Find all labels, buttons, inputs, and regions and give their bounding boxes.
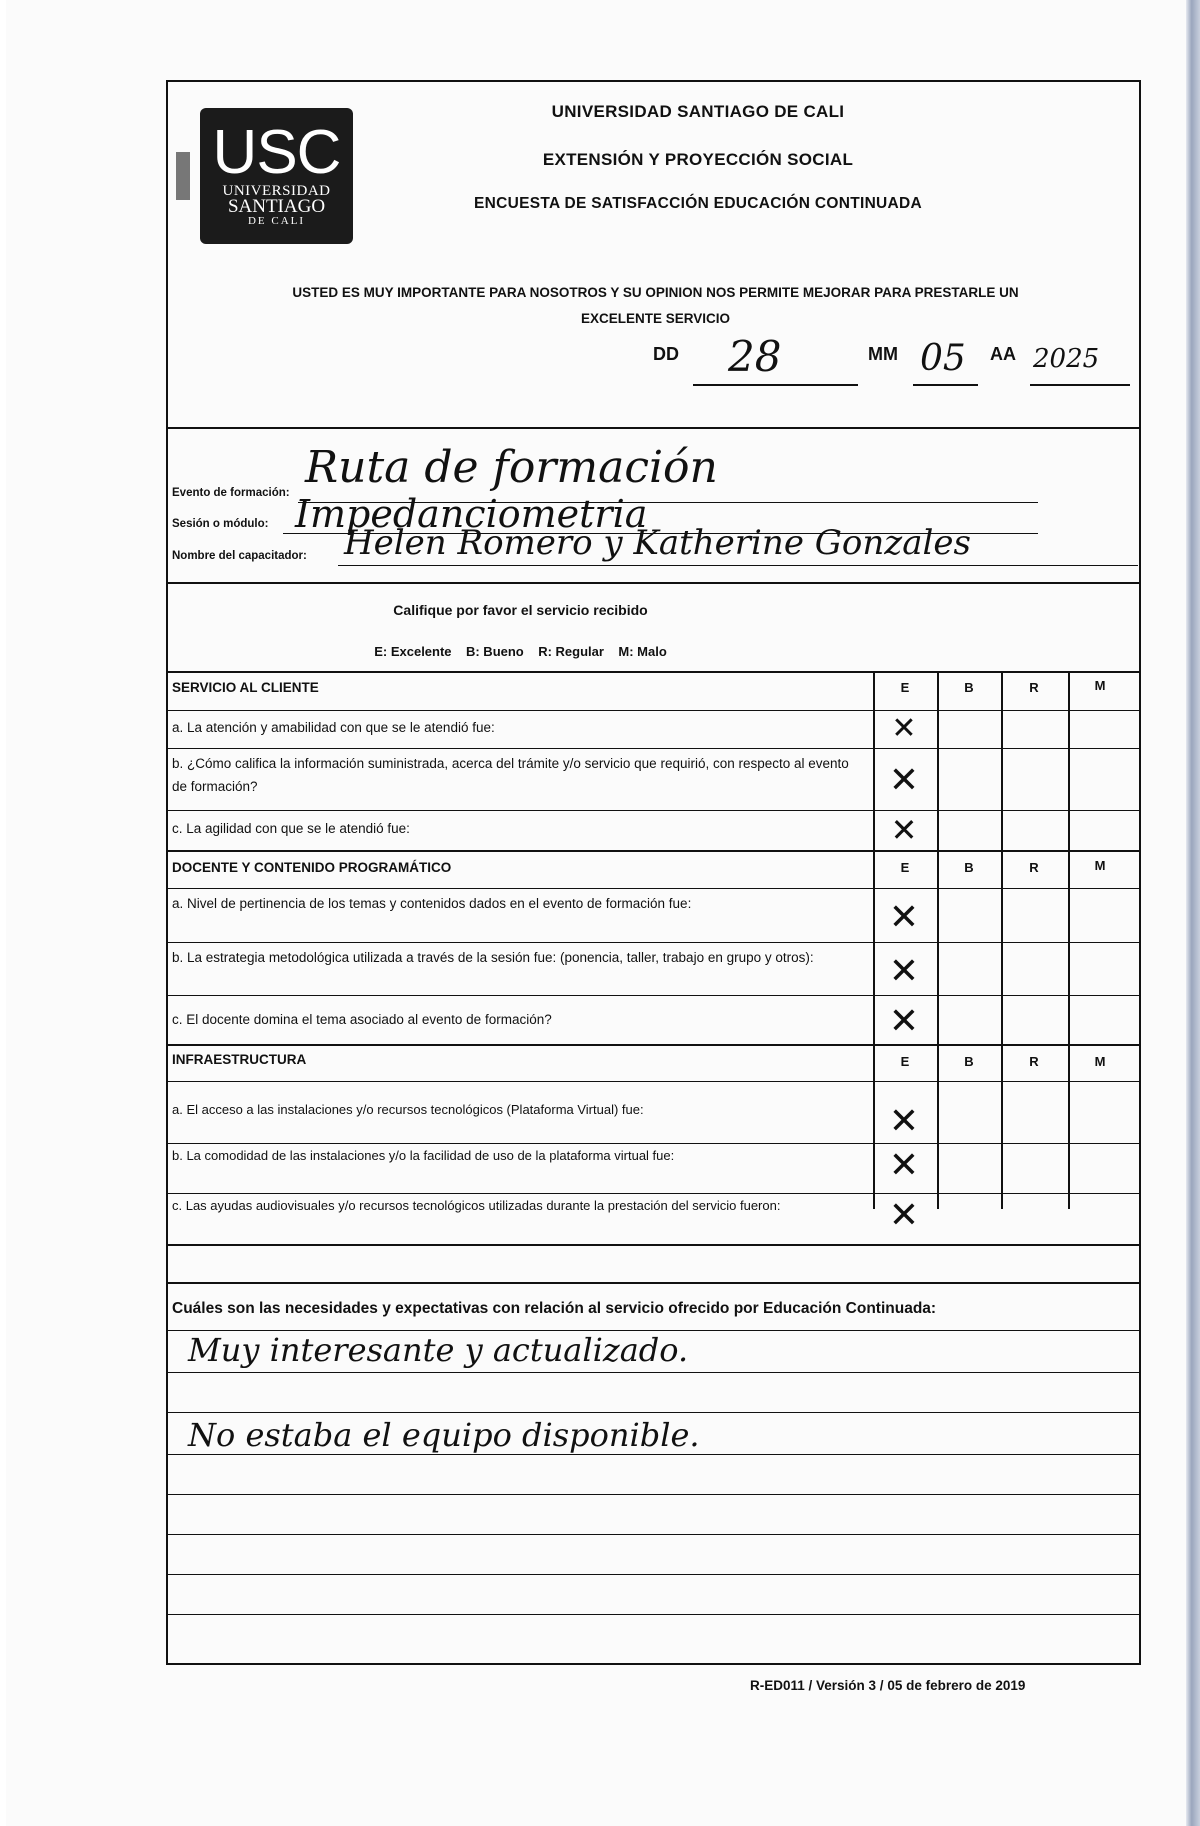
column-header-m: M bbox=[1094, 1054, 1106, 1069]
needs-answer-line1[interactable]: Muy interesante y actualizado. bbox=[188, 1331, 689, 1369]
department-name: EXTENSIÓN Y PROYECCIÓN SOCIAL bbox=[542, 150, 854, 169]
section-title: SERVICIO AL CLIENTE bbox=[172, 680, 319, 695]
usc-logo: USC UNIVERSIDAD SANTIAGO DE CALI bbox=[200, 108, 353, 244]
column-header-b: B bbox=[964, 1054, 974, 1069]
session-value[interactable]: Impedanciometria bbox=[295, 492, 648, 536]
answer-mark[interactable]: ✕ bbox=[888, 951, 920, 992]
question-text: a. El acceso a las instalaciones y/o recursos tecnológicos (Plataforma Virtual) fue: bbox=[172, 1102, 644, 1117]
question-text: a. La atención y amabilidad con que se le atendió fue: bbox=[172, 720, 495, 735]
needs-answer-line2[interactable]: No estaba el equipo disponible. bbox=[188, 1416, 700, 1454]
column-header-e: E bbox=[900, 860, 910, 875]
session-label: Sesión o módulo: bbox=[172, 518, 269, 530]
question-text: a. Nivel de pertinencia de los temas y contenidos dados en el evento de formación fue: bbox=[172, 896, 692, 911]
column-header-b: B bbox=[964, 680, 974, 695]
trainer-label: Nombre del capacitador: bbox=[172, 550, 307, 562]
dd-value[interactable]: 28 bbox=[728, 332, 782, 381]
column-header-r: R bbox=[1029, 1054, 1039, 1069]
vigilada-stamp bbox=[176, 152, 190, 200]
answer-mark[interactable]: ✕ bbox=[888, 1195, 920, 1236]
column-header-m: M bbox=[1094, 678, 1106, 693]
question-text: c. El docente domina el tema asociado al evento de formación? bbox=[172, 1012, 552, 1027]
question-text: c. Las ayudas audiovisuales y/o recursos tecnológicos utilizadas durante la prestación del servicio fueron: bbox=[172, 1198, 781, 1213]
question-text: b. La comodidad de las instalaciones y/o la facilidad de uso de la plataforma virtual fue: bbox=[172, 1148, 675, 1163]
event-label: Evento de formación: bbox=[172, 487, 290, 499]
survey-title: ENCUESTA DE SATISFACCIÓN EDUCACIÓN CONTINUADA bbox=[473, 195, 923, 212]
aa-label: AA bbox=[990, 344, 1016, 364]
question-text: b. La estrategia metodológica utilizada a través de la sesión fue: (ponencia, taller, trabajo en grupo y otros): bbox=[172, 950, 814, 965]
column-header-m: M bbox=[1094, 858, 1106, 873]
answer-mark[interactable]: ✕ bbox=[890, 811, 918, 849]
mm-value[interactable]: 05 bbox=[920, 338, 966, 379]
survey-form bbox=[166, 80, 1141, 1665]
needs-question: Cuáles son las necesidades y expectativas con relación al servicio ofrecido por Educación Continuada: bbox=[172, 1300, 937, 1317]
column-header-b: B bbox=[964, 860, 974, 875]
answer-mark[interactable]: ✕ bbox=[891, 711, 917, 746]
column-header-r: R bbox=[1029, 860, 1039, 875]
question-text: c. La agilidad con que se le atendió fue: bbox=[172, 821, 410, 836]
answer-mark[interactable]: ✕ bbox=[888, 1101, 920, 1142]
form-code-footer: R-ED011 / Versión 3 / 05 de febrero de 2019 bbox=[750, 1678, 1026, 1693]
rating-legend: E: Excelente B: Bueno R: Regular M: Malo bbox=[374, 644, 667, 659]
intro-text: USTED ES MUY IMPORTANTE PARA NOSOTROS Y SU OPINION NOS PERMITE MEJORAR PARA PRESTARLE UN EXCELENTE SERVICIO bbox=[292, 285, 1019, 326]
column-header-e: E bbox=[900, 680, 910, 695]
answer-mark[interactable]: ✕ bbox=[888, 1001, 920, 1042]
university-name: UNIVERSIDAD SANTIAGO DE CALI bbox=[551, 102, 845, 121]
aa-value[interactable]: 2025 bbox=[1033, 344, 1100, 374]
page-edge-shadow bbox=[1186, 0, 1200, 1826]
mm-label: MM bbox=[868, 344, 898, 364]
trainer-value[interactable]: Helen Romero y Katherine Gonzales bbox=[344, 523, 971, 563]
answer-mark[interactable]: ✕ bbox=[888, 1145, 920, 1186]
answer-mark[interactable]: ✕ bbox=[888, 760, 920, 801]
question-text: b. ¿Cómo califica la información suministrada, acerca del trámite y/o servicio que requirió, con respecto al evento de formación? bbox=[172, 756, 849, 794]
dd-label: DD bbox=[653, 344, 679, 364]
column-header-e: E bbox=[900, 1054, 910, 1069]
event-value[interactable]: Ruta de formación bbox=[305, 442, 718, 493]
section-title: DOCENTE Y CONTENIDO PROGRAMÁTICO bbox=[172, 860, 452, 875]
answer-mark[interactable]: ✕ bbox=[888, 897, 920, 938]
section-title: INFRAESTRUCTURA bbox=[172, 1052, 307, 1067]
rating-title: Califique por favor el servicio recibido bbox=[393, 602, 648, 618]
column-header-r: R bbox=[1029, 680, 1039, 695]
